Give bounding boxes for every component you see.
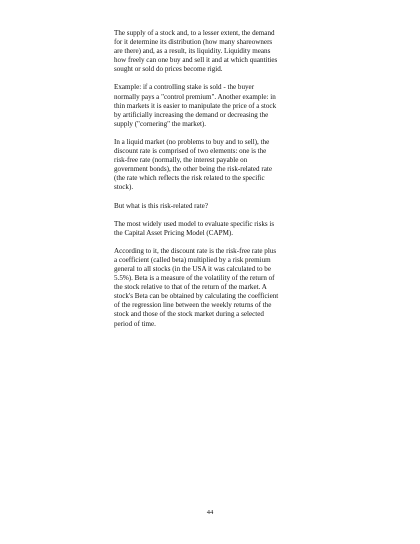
paragraph-liquidity: The supply of a stock and, to a lesser extent, the demand for it determine its distribution (how many shareowners are there) and, as a result, its liquidity. Liquidity means how freely can one buy and sell it and at which quantities sought or sold do prices become rigid. — [114, 29, 278, 74]
paragraph-capm-intro: The most widely used model to evaluate specific risks is the Capital Asset Pricing Model (CAPM). — [114, 219, 275, 237]
paragraph-question: But what is this risk-related rate? — [114, 201, 208, 210]
paragraph-discount-rate: In a liquid market (no problems to buy and to sell), the discount rate is comprised of two elements: one is the risk-free rate (normally, the interest payable on government bonds), the other being the risk-related rate (the rate which reflects the risk related to the specific stock). — [114, 137, 272, 192]
paragraph-control-premium: Example: if a controlling stake is sold - the buyer normally pays a "control premium". Another example: in thin markets it is easier to manipulate the price of a stock by artificially increasing the demand or decreasing the supply ("cornering" the market). — [114, 83, 277, 128]
paragraph-beta: According to it, the discount rate is the risk-free rate plus a coefficient (called beta) multiplied by a risk premium general to all stocks (in the USA it was calculated to be 5.5%). Beta is a measure of the volatility of the return of the stock relative to that of the return of the market. A stock's Beta can be obtained by calculating the coefficient of the regression line between the weekly returns of the stock and those of the stock market during a selected period of time. — [114, 246, 279, 328]
body-text — [114, 29, 318, 338]
page-number: 44 — [206, 509, 214, 516]
